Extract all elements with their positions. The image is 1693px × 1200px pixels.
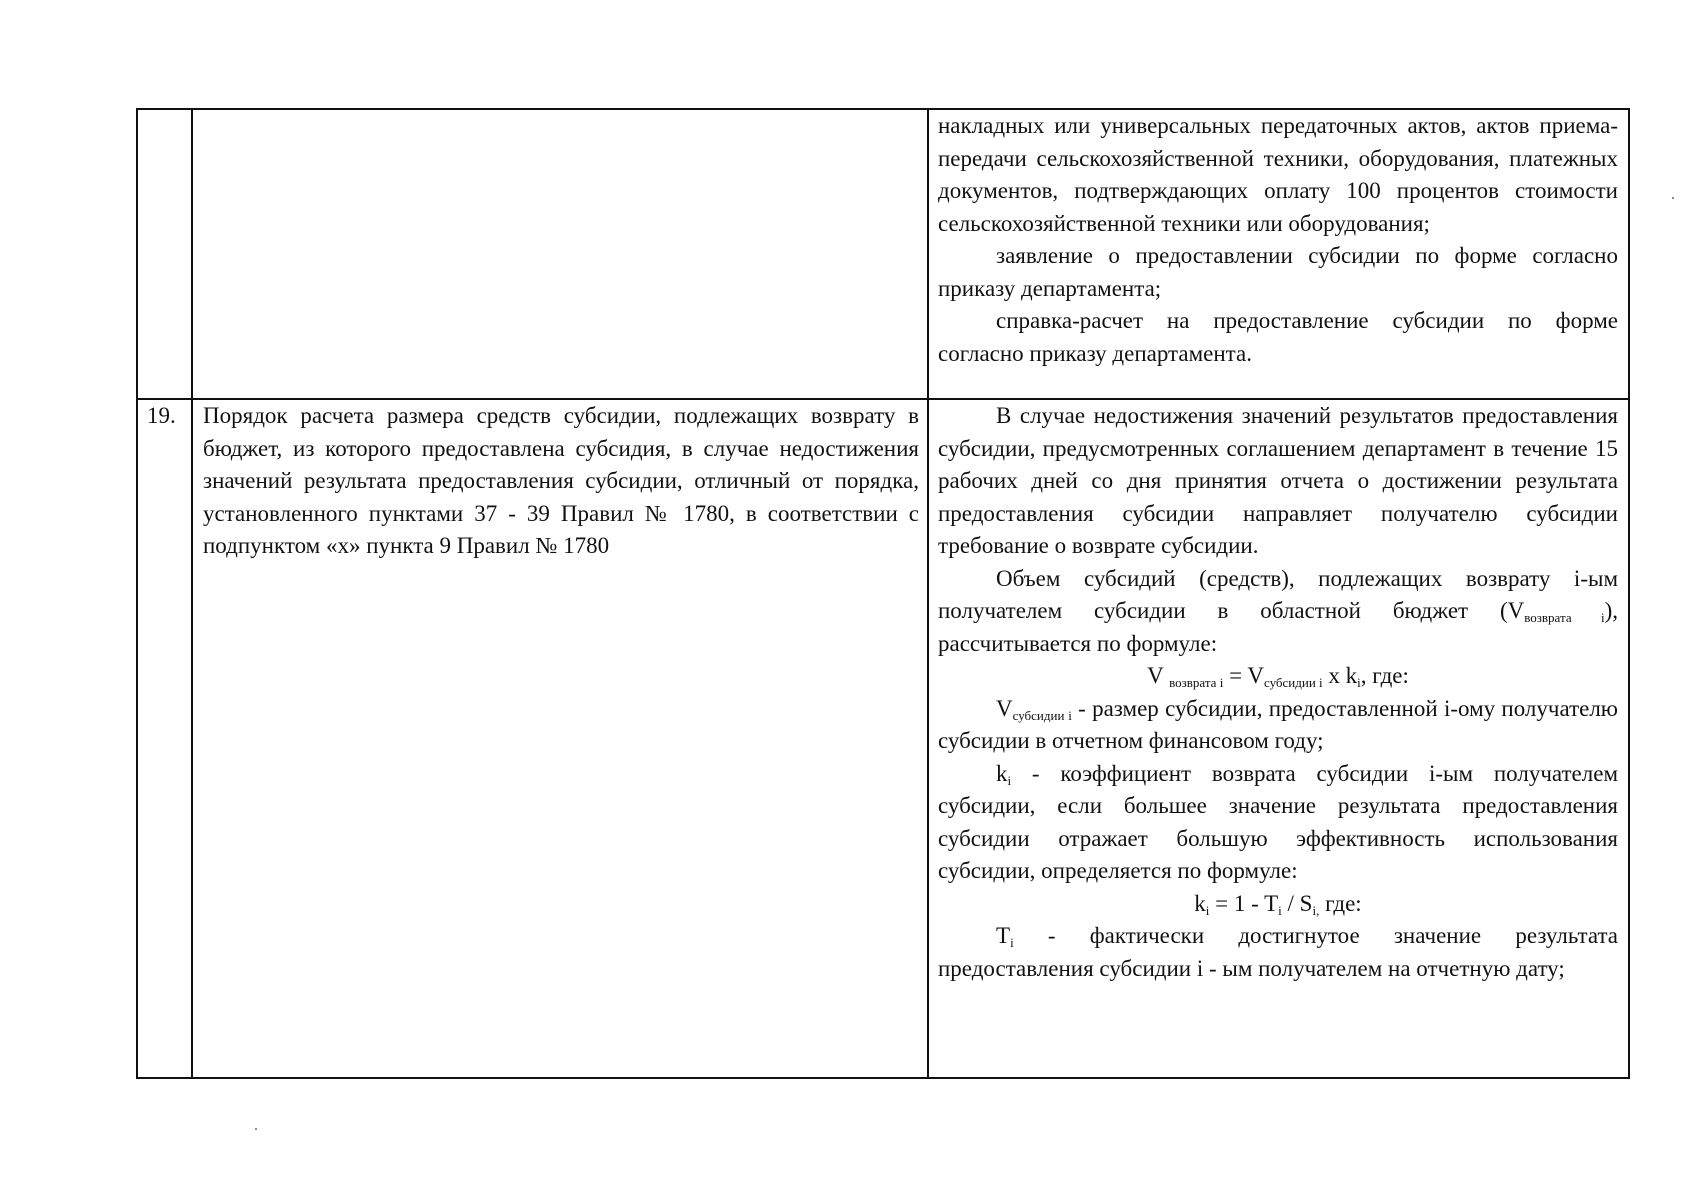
definition-t-actual: $T_i$ - фактически достигнутое значение результата предоставления субсидии i - ым получателем на отчетную дату; bbox=[938, 923, 1618, 981]
row-number: 19. bbox=[147, 403, 176, 428]
table-row bbox=[137, 399, 1629, 1078]
content-cell bbox=[928, 399, 1629, 1078]
document-table bbox=[136, 108, 1630, 1079]
paragraph: справка-расчет на предоставление субсидии по форме согласно приказу департамента. bbox=[938, 308, 1618, 366]
scan-speck bbox=[1672, 197, 1674, 199]
row-number-cell bbox=[137, 399, 192, 1078]
paragraph: накладных или универсальных передаточных актов, актов приема-передачи сельскохозяйственной техники, оборудования, платежных документов, подтверждающих оплату 100 процентов стоимости сельскохозяйственной техники или оборудования; bbox=[938, 113, 1618, 236]
row-description: Порядок расчета размера средств субсидии, подлежащих возврату в бюджет, из которого предоставлена субсидия, в случае недостижения значений результата предоставления субсидии, отличный от порядка, установленного пунктами 37 - 39 Правил № 1780, в соответствии с подпунктом «х» пункта 9 Правил № 1780 bbox=[203, 403, 919, 558]
description-cell bbox=[192, 399, 928, 1078]
content-cell bbox=[928, 109, 1629, 399]
definition-v-subsidy: $V_{субсидии i}$ - размер субсидии, предоставленной i-ому получателю субсидии в отчетном финансовом году; bbox=[938, 695, 1618, 753]
formula-return-volume: V $_{возврата i} = V_{субсидии i}$ x $k_i$, где: bbox=[1147, 663, 1409, 690]
formula-coefficient: $k_i = 1 - T_i / S_{i,}$ где: bbox=[1194, 890, 1362, 918]
scan-speck bbox=[255, 1128, 257, 1130]
paragraph: В случае недостижения значений результатов предоставления субсидии, предусмотренных соглашением департамент в течение 15 рабочих дней со дня принятия отчета о достижении результата предоставления субсидии направляет получателю субсидии требование о возврате субсидии. bbox=[938, 403, 1618, 558]
definition-k-coefficient: $k_i$ - коэффициент возврата субсидии i-ым получателем субсидии, если большее значение результата предоставления субсидии отражает большую эффективность использования субсидии, определяется по формуле: bbox=[938, 760, 1618, 883]
table-row bbox=[137, 109, 1629, 399]
paragraph: заявление о предоставлении субсидии по форме согласно приказу департамента; bbox=[938, 243, 1618, 301]
row-number-cell bbox=[137, 109, 192, 399]
paragraph: Объем субсидий (средств), подлежащих возврату i-ым получателем субсидии в областной бюджет $(V_{возврата i})$, рассчитывается по формуле: bbox=[938, 565, 1618, 656]
description-cell bbox=[192, 109, 928, 399]
